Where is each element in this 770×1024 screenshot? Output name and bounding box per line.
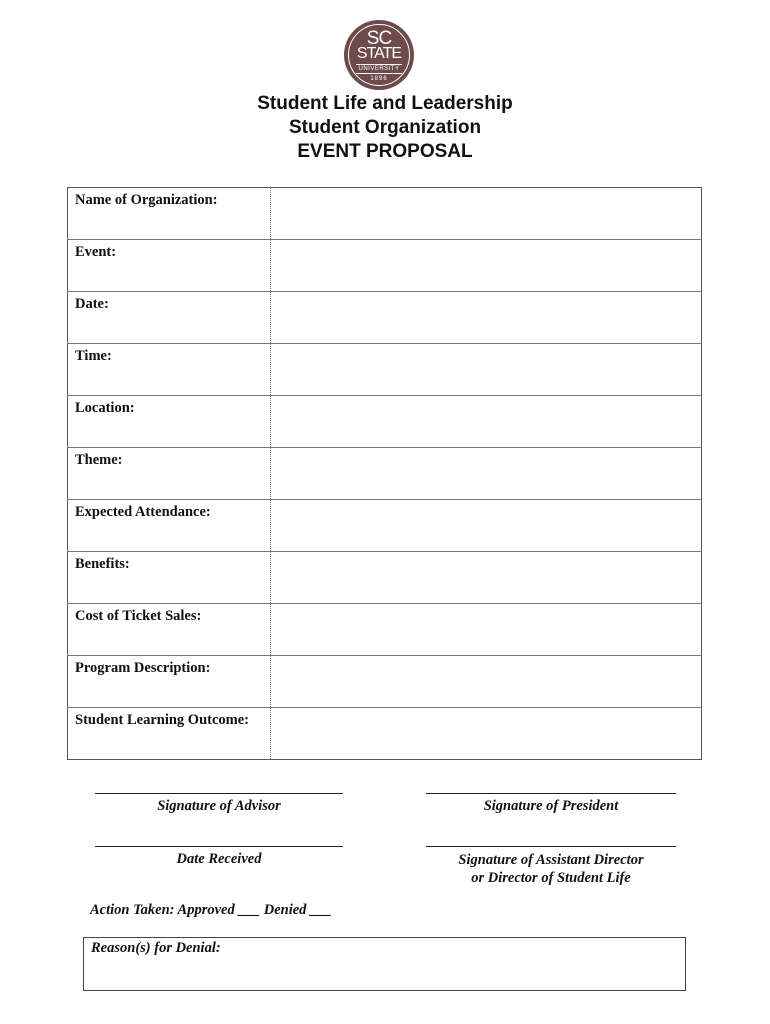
field-input-theme[interactable] (270, 448, 701, 500)
form-subtitle: Student Organization (288, 117, 482, 138)
field-label-ticket-cost: Cost of Ticket Sales: (68, 604, 271, 656)
field-label-date: Date: (68, 292, 271, 344)
action-taken-line: Action Taken: Approved ___ Denied ___ (90, 902, 332, 918)
seal-text-sc: SC (366, 27, 392, 49)
denial-reason-label: Reason(s) for Denial: (91, 940, 221, 956)
date-received-field[interactable] (95, 846, 343, 868)
field-label-location: Location: (68, 396, 271, 448)
field-label-theme: Theme: (68, 448, 271, 500)
field-label-benefits: Benefits: (68, 552, 271, 604)
form-row (68, 240, 702, 292)
form-row (68, 292, 702, 344)
field-label-learning-outcome: Student Learning Outcome: (68, 708, 271, 760)
field-input-time[interactable] (270, 344, 701, 396)
field-input-program-description[interactable] (270, 656, 701, 708)
advisor-signature-field[interactable] (95, 793, 343, 815)
denial-reason-box[interactable] (83, 937, 686, 991)
assistant-director-label-line1: Signature of Assistant Director (458, 852, 644, 868)
form-row (68, 500, 702, 552)
form-row (68, 344, 702, 396)
president-signature-label: Signature of President (426, 793, 676, 815)
form-row (68, 188, 702, 240)
field-input-attendance[interactable] (270, 500, 701, 552)
proposal-form-table (67, 187, 702, 760)
form-row (68, 656, 702, 708)
assistant-director-signature-field[interactable] (426, 846, 676, 887)
form-row (68, 552, 702, 604)
seal-inner-ring (348, 24, 410, 86)
advisor-signature-label: Signature of Advisor (95, 793, 343, 815)
field-input-learning-outcome[interactable] (270, 708, 701, 760)
seal-text-year: 1896 (370, 75, 388, 82)
department-title: Student Life and Leadership (257, 93, 513, 114)
field-input-date[interactable] (270, 292, 701, 344)
field-label-program-description: Program Description: (68, 656, 271, 708)
assistant-director-label-line2: or Director of Student Life (471, 870, 631, 886)
field-label-attendance: Expected Attendance: (68, 500, 271, 552)
field-input-event[interactable] (270, 240, 701, 292)
seal-text-state: STATE (356, 44, 402, 62)
field-input-location[interactable] (270, 396, 701, 448)
date-received-label: Date Received (95, 846, 343, 868)
field-label-organization: Name of Organization: (68, 188, 271, 240)
assistant-director-signature-label (426, 846, 676, 887)
seal-text-university: UNIVERSITY (358, 65, 400, 72)
president-signature-field[interactable] (426, 793, 676, 815)
form-row (68, 448, 702, 500)
field-label-time: Time: (68, 344, 271, 396)
field-input-ticket-cost[interactable] (270, 604, 701, 656)
form-title: EVENT PROPOSAL (297, 141, 473, 162)
field-input-benefits[interactable] (270, 552, 701, 604)
field-input-organization[interactable] (270, 188, 701, 240)
form-row (68, 708, 702, 760)
form-row (68, 396, 702, 448)
field-label-event: Event: (68, 240, 271, 292)
university-seal (344, 20, 414, 90)
form-row (68, 604, 702, 656)
